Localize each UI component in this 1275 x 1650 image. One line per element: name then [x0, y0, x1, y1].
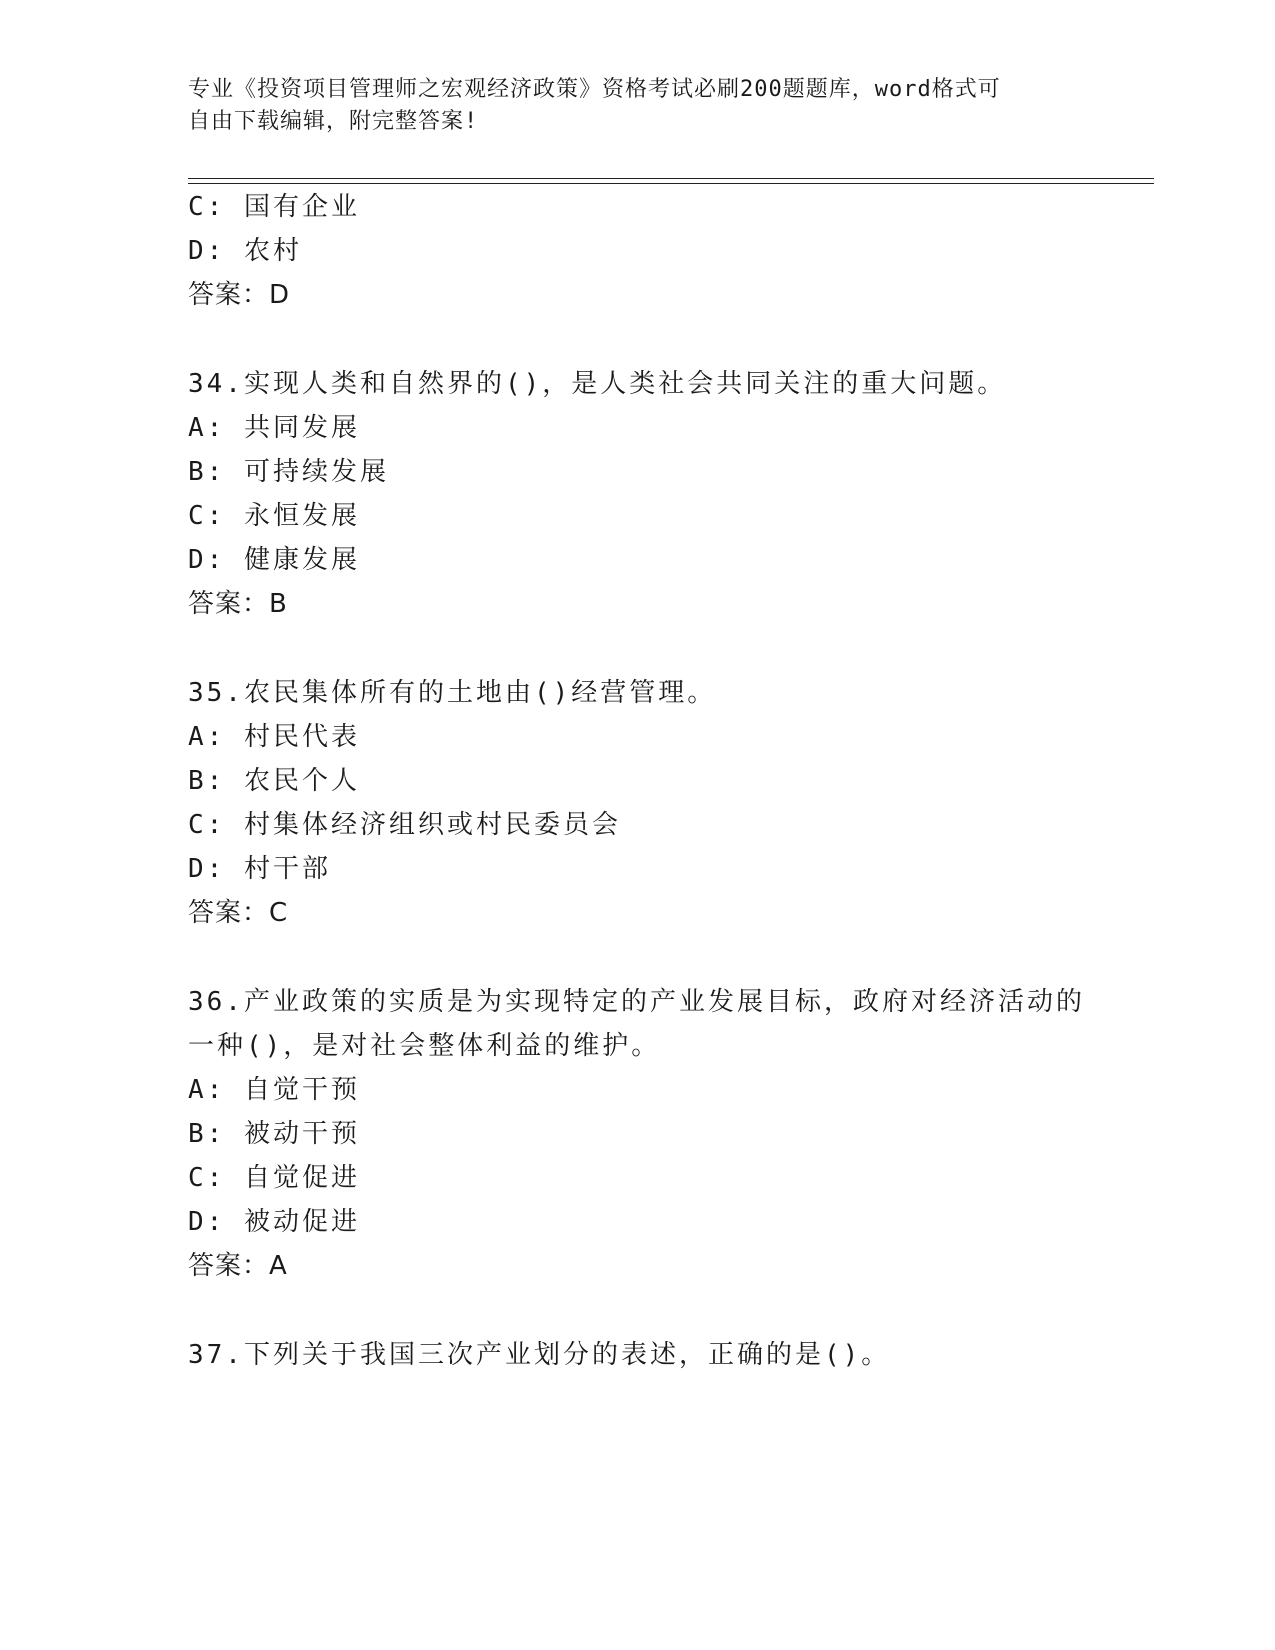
prev-option-d: D: 农村 [188, 236, 302, 266]
q36-text-line-1: 36.产业政策的实质是为实现特定的产业发展目标，政府对经济活动的 [188, 987, 1085, 1017]
q34-option-a: A: 共同发展 [188, 413, 360, 443]
q34-option-c: C: 永恒发展 [188, 501, 360, 531]
q35-option-c: C: 村集体经济组织或村民委员会 [188, 810, 621, 840]
q35-answer: 答案：C [188, 898, 289, 928]
q34-option-d: D: 健康发展 [188, 545, 360, 575]
q36-text-line-2: 一种()，是对社会整体利益的维护。 [188, 1031, 661, 1061]
document-header [188, 74, 1088, 138]
prev-answer: 答案：D [188, 280, 291, 310]
q35-option-a: A: 村民代表 [188, 722, 360, 752]
q37-text: 37.下列关于我国三次产业划分的表述，正确的是()。 [188, 1340, 891, 1370]
q35-option-d: D: 村干部 [188, 854, 331, 884]
q36-answer: 答案：A [188, 1251, 288, 1281]
header-line-2: 自由下载编辑，附完整答案! [188, 109, 479, 134]
q34-option-b: B: 可持续发展 [188, 457, 389, 487]
header-line-1: 专业《投资项目管理师之宏观经济政策》资格考试必刷200题题库，word格式可 [188, 77, 1001, 102]
q36-option-d: D: 被动促进 [188, 1207, 360, 1237]
header-divider-top [188, 178, 1154, 179]
header-divider-bottom [188, 183, 1154, 184]
prev-option-c: C: 国有企业 [188, 192, 360, 222]
q34-answer: 答案：B [188, 589, 288, 619]
q36-option-c: C: 自觉促进 [188, 1163, 360, 1193]
q36-option-b: B: 被动干预 [188, 1119, 360, 1149]
q34-text: 34.实现人类和自然界的()，是人类社会共同关注的重大问题。 [188, 369, 1007, 399]
q35-text: 35.农民集体所有的土地由()经营管理。 [188, 678, 717, 708]
q36-option-a: A: 自觉干预 [188, 1075, 360, 1105]
q35-option-b: B: 农民个人 [188, 766, 360, 796]
